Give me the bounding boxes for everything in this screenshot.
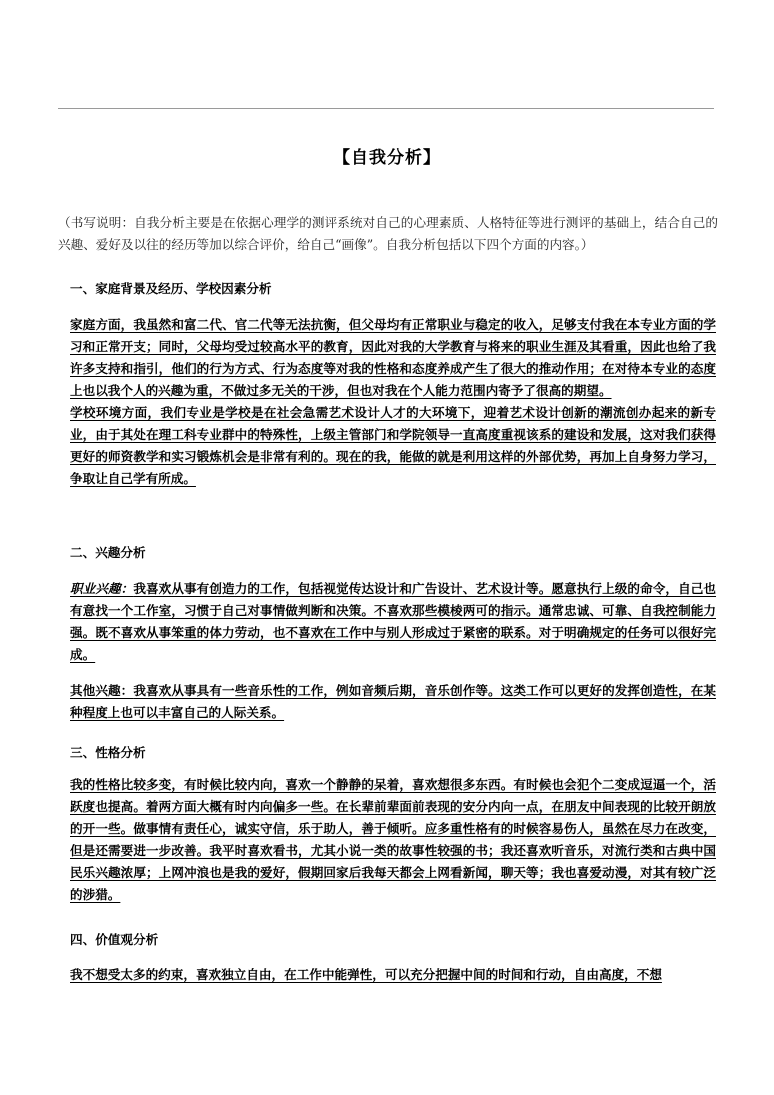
values-text: 我不想受太多的约束，喜欢独立自由，在工作中能弹性，可以充分把握中间的时间和行动，自由高度，不想 <box>70 967 662 982</box>
page-title: 【自我分析】 <box>333 148 441 168</box>
school-paragraph: 学校环境方面，我们专业是学校是在社会急需艺术设计人才的大环境下，迎着艺术设计创新的潮流创办起来的新专业，由于其处在理工科专业群中的特殊性，上级主管部门和学院领导一直高度重视该系的建设和发展，这对我们获得更好的师资教学和实习锻炼机会是非常有利的。现在的我，能做的就是利用这样的外部优势，再加上自身努力学习，争取让自己学有所成。 <box>70 405 716 486</box>
other-interest-label: 其他兴趣： <box>70 683 134 698</box>
section-heading-interest: 二、兴趣分析 <box>70 545 146 560</box>
job-interest-text: 我喜欢从事有创造力的工作，包括视觉传达设计和广告设计、艺术设计等。愿意执行上级的命令，自己也有意找一个工作室，习惯于自己对事情做判断和决策。不喜欢那些模棱两可的指示。通常忠诚、可靠、自我控制能力强。既不喜欢从事笨重的体力劳动，也不喜欢在工作中与别人形成过于紧密的联系。对于明确规定的任务可以很好完成。 <box>70 581 717 662</box>
section-heading-personality: 三、性格分析 <box>70 745 146 760</box>
section-heading-values: 四、价值观分析 <box>70 932 159 947</box>
family-section-body <box>70 314 716 490</box>
header-rule <box>58 108 714 109</box>
section-heading-family: 一、家庭背景及经历、学校因素分析 <box>70 281 272 296</box>
other-interest-text: 我喜欢从事具有一些音乐性的工作，例如音频后期，音乐创作等。这类工作可以更好的发挥创造性，在某种程度上也可以丰富自己的人际关系。 <box>70 683 717 720</box>
values-paragraph <box>70 964 716 986</box>
family-paragraph: 家庭方面，我虽然和富二代、官二代等无法抗衡，但父母均有正常职业与稳定的收入，足够支付我在本专业方面的学习和正常开支；同时，父母均受过较高水平的教育，因此对我的大学教育与将来的职业生涯及其看重，因此也给了我许多支持和指引，他们的行为方式、行为态度等对我的性格和态度养成产生了很大的推动作用；在对待本专业的态度上也以我个人的兴趣为重，不做过多无关的干涉，但也对我在个人能力范围内寄予了很高的期望。 <box>70 317 716 398</box>
personality-text: 我的性格比较多变，有时候比较内向，喜欢一个静静的呆着，喜欢想很多东西。有时候也会犯个二变成逗逼一个，活跃度也提高。着两方面大概有时内向偏多一些。在长辈前辈面前表现的安分内向一点，在朋友中间表现的比较开朗放的开一些。做事情有责任心，诚实守信，乐于助人，善于倾听。应多重性格有的时候容易伤人，虽然在尽力在改变，但是还需要进一步改善。我平时喜欢看书，尤其小说一类的故事性较强的书；我还喜欢听音乐，对流行类和古典中国民乐兴趣浓厚；上网冲浪也是我的爱好，假期回家后我每天都会上网看新闻，聊天等；我也喜爱动漫，对其有较广泛的涉猎。 <box>70 777 716 902</box>
job-interest-paragraph <box>70 578 716 666</box>
personality-paragraph <box>70 774 716 906</box>
job-interest-label: 职业兴趣： <box>70 581 134 596</box>
writing-note: （书写说明：自我分析主要是在依据心理学的测评系统对自己的心理素质、人格特征等进行测评的基础上，结合自己的兴趣、爱好及以往的经历等加以综合评价，给自己“画像”。自我分析包括以下四个方面的内容。） <box>58 215 718 252</box>
other-interest-paragraph <box>70 680 716 724</box>
